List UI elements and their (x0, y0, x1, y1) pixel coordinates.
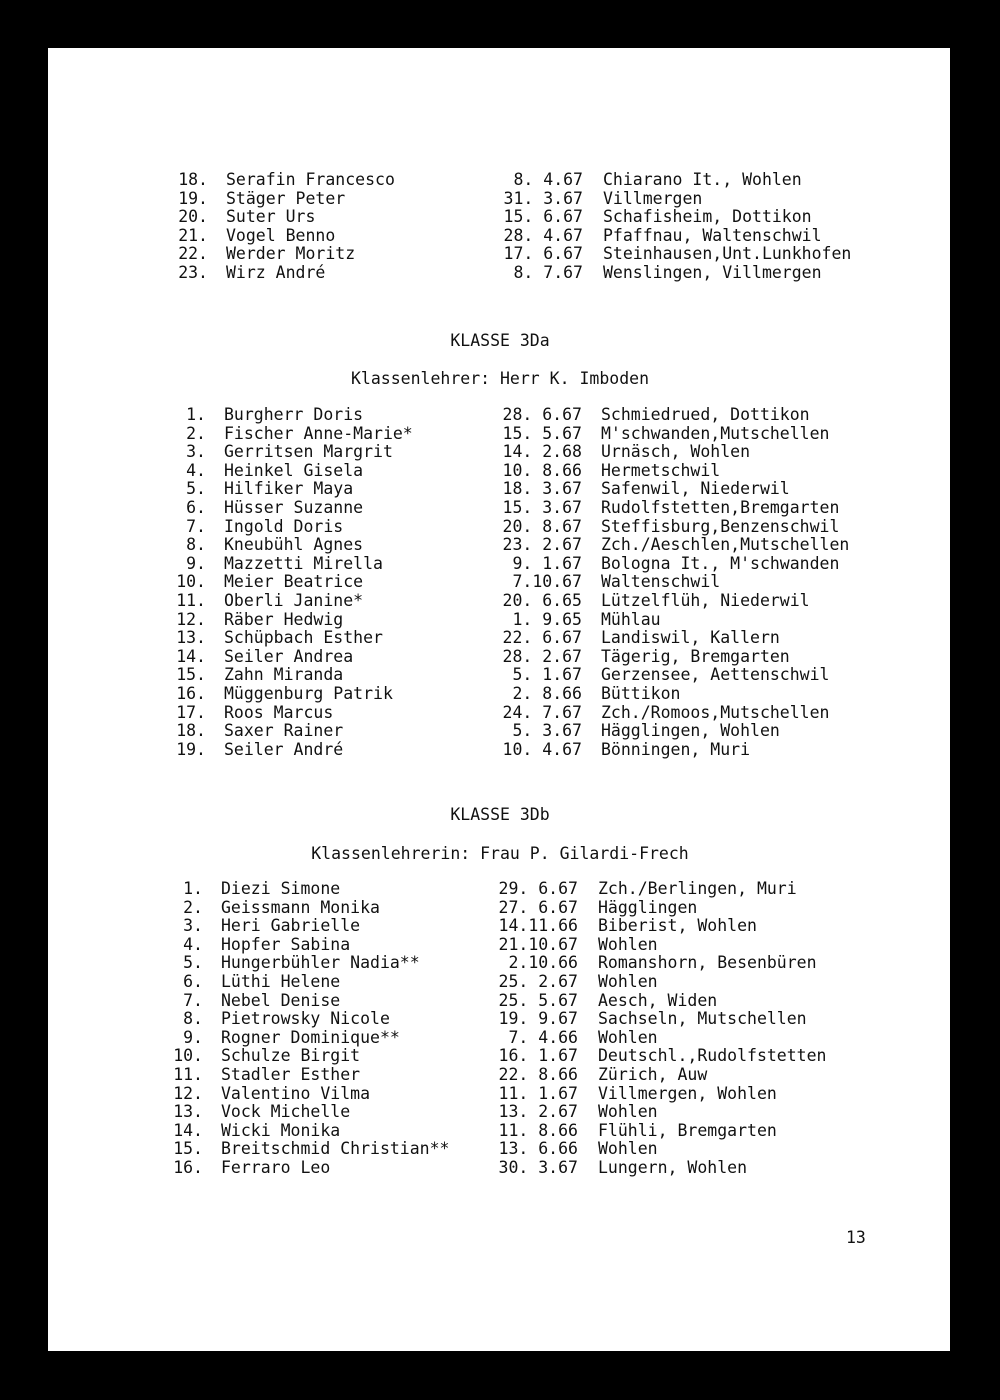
place-of-origin: Aesch, Widen (598, 990, 718, 1010)
student-name: Müggenburg Patrik (224, 683, 393, 703)
student-number: 8. (186, 535, 206, 555)
birth-date: 13. 6.66 (498, 1139, 578, 1159)
birth-date: 30. 3.67 (498, 1157, 578, 1177)
student-number: 22. (178, 244, 208, 264)
table-row (48, 1103, 950, 1122)
birth-date: 25. 5.67 (498, 990, 578, 1010)
student-number: 15. (173, 1139, 203, 1159)
birth-date: 28. 4.67 (503, 225, 583, 245)
student-number: 15. (176, 665, 206, 685)
place-of-origin: Bologna It., M'schwanden (601, 553, 840, 573)
student-name: Wicki Monika (221, 1120, 341, 1140)
student-name: Saxer Rainer (224, 721, 344, 741)
place-of-origin: Tägerig, Bremgarten (601, 646, 790, 666)
student-name: Hopfer Sabina (221, 934, 351, 954)
student-number: 2. (183, 897, 203, 917)
place-of-origin: Mühlau (601, 609, 661, 629)
place-of-origin: Sachseln, Mutschellen (598, 1009, 807, 1029)
place-of-origin: Wohlen (598, 971, 658, 991)
table-row (48, 1029, 950, 1048)
student-name: Diezi Simone (221, 879, 341, 898)
table-row (48, 462, 950, 481)
place-of-origin: Zch./Romoos,Mutschellen (601, 702, 830, 722)
place-of-origin: Urnäsch, Wohlen (601, 442, 751, 462)
student-number: 8. (183, 1009, 203, 1029)
table-row (48, 704, 950, 723)
birth-date: 20. 8.67 (502, 516, 582, 536)
table-row (48, 208, 950, 227)
birth-date: 10. 8.66 (502, 460, 582, 480)
student-name: Meier Beatrice (224, 572, 364, 592)
student-number: 11. (176, 590, 206, 610)
table-row (48, 1122, 950, 1141)
student-number: 19. (176, 739, 206, 759)
document-page (48, 48, 950, 1351)
student-number: 9. (183, 1027, 203, 1047)
student-number: 11. (173, 1064, 203, 1084)
place-of-origin: Biberist, Wohlen (598, 916, 757, 936)
student-name: Burgherr Doris (224, 405, 364, 424)
student-number: 16. (176, 683, 206, 703)
class-3db-title: KLASSE 3Db (450, 805, 550, 824)
student-name: Gerritsen Margrit (224, 442, 393, 462)
class-3da-teacher: Klassenlehrer: Herr K. Imboden (350, 369, 649, 388)
table-row (48, 171, 950, 190)
place-of-origin: Wenslingen, Villmergen (603, 262, 822, 282)
student-number: 10. (176, 572, 206, 592)
student-number: 7. (186, 516, 206, 536)
student-number: 7. (183, 990, 203, 1010)
place-of-origin: Zch./Berlingen, Muri (598, 879, 797, 898)
student-name: Lüthi Helene (221, 971, 341, 991)
student-name: Geissmann Monika (221, 897, 380, 917)
birth-date: 5. 1.67 (512, 665, 582, 685)
page-number: 13 (846, 1228, 866, 1247)
birth-date: 15. 3.67 (502, 497, 582, 517)
table-row (48, 245, 950, 264)
place-of-origin: Safenwil, Niederwil (601, 479, 790, 499)
student-name: Rogner Dominique** (221, 1027, 400, 1047)
table-row (48, 425, 950, 444)
birth-date: 14. 2.68 (502, 442, 582, 462)
birth-date: 11. 8.66 (498, 1120, 578, 1140)
student-name: Roos Marcus (224, 702, 334, 722)
student-name: Stäger Peter (226, 188, 346, 208)
birth-date: 29. 6.67 (498, 879, 578, 898)
place-of-origin: Wohlen (598, 1139, 658, 1159)
place-of-origin: Deutschl.,Rudolfstetten (598, 1046, 827, 1066)
place-of-origin: Zürich, Auw (598, 1064, 708, 1084)
birth-date: 24. 7.67 (502, 702, 582, 722)
student-number: 3. (186, 442, 206, 462)
student-name: Mazzetti Mirella (224, 553, 383, 573)
table-row (48, 1085, 950, 1104)
table-row (48, 992, 950, 1011)
table-row (48, 954, 950, 973)
student-number: 12. (176, 609, 206, 629)
student-number: 20. (178, 207, 208, 227)
birth-date: 31. 3.67 (503, 188, 583, 208)
student-name: Kneubühl Agnes (224, 535, 364, 555)
birth-date: 7. 4.66 (508, 1027, 578, 1047)
birth-date: 25. 2.67 (498, 971, 578, 991)
birth-date: 15. 5.67 (502, 423, 582, 443)
student-number: 14. (176, 646, 206, 666)
table-row (48, 480, 950, 499)
student-name: Serafin Francesco (226, 170, 395, 189)
student-number: 17. (176, 702, 206, 722)
table-row (48, 227, 950, 246)
table-row (48, 518, 950, 537)
birth-date: 17. 6.67 (503, 244, 583, 264)
birth-date: 28. 2.67 (502, 646, 582, 666)
table-row (48, 190, 950, 209)
table-row (48, 406, 950, 425)
student-list-3da (48, 406, 950, 759)
birth-date: 13. 2.67 (498, 1102, 578, 1122)
student-number: 14. (173, 1120, 203, 1140)
birth-date: 28. 6.67 (502, 405, 582, 424)
place-of-origin: Schmiedrued, Dottikon (601, 405, 810, 424)
student-name: Breitschmid Christian** (221, 1139, 450, 1159)
table-row (48, 1066, 950, 1085)
student-name: Fischer Anne-Marie* (224, 423, 413, 443)
birth-date: 23. 2.67 (502, 535, 582, 555)
student-number: 13. (176, 628, 206, 648)
student-name: Seiler André (224, 739, 344, 759)
table-row (48, 917, 950, 936)
place-of-origin: Zch./Aeschlen,Mutschellen (601, 535, 850, 555)
table-row (48, 592, 950, 611)
table-row (48, 741, 950, 760)
birth-date: 8. 4.67 (513, 170, 583, 189)
student-name: Räber Hedwig (224, 609, 344, 629)
student-number: 1. (186, 405, 206, 424)
place-of-origin: Hägglingen (598, 897, 698, 917)
birth-date: 2.10.66 (508, 953, 578, 973)
table-row (48, 499, 950, 518)
birth-date: 22. 6.67 (502, 628, 582, 648)
birth-date: 15. 6.67 (503, 207, 583, 227)
table-row (48, 666, 950, 685)
birth-date: 14.11.66 (498, 916, 578, 936)
student-number: 6. (183, 971, 203, 991)
student-name: Hilfiker Maya (224, 479, 354, 499)
student-number: 23. (178, 262, 208, 282)
class-3da-title: KLASSE 3Da (450, 331, 550, 350)
birth-date: 11. 1.67 (498, 1083, 578, 1103)
student-name: Oberli Janine* (224, 590, 364, 610)
table-row (48, 1159, 950, 1178)
place-of-origin: Waltenschwil (601, 572, 721, 592)
place-of-origin: Schafisheim, Dottikon (603, 207, 812, 227)
place-of-origin: Romanshorn, Besenbüren (598, 953, 817, 973)
birth-date: 2. 8.66 (512, 683, 582, 703)
student-number: 4. (186, 460, 206, 480)
birth-date: 19. 9.67 (498, 1009, 578, 1029)
place-of-origin: M'schwanden,Mutschellen (601, 423, 830, 443)
student-number: 16. (173, 1157, 203, 1177)
student-name: Seiler Andrea (224, 646, 354, 666)
table-row (48, 629, 950, 648)
student-number: 10. (173, 1046, 203, 1066)
student-number: 21. (178, 225, 208, 245)
student-name: Ingold Doris (224, 516, 344, 536)
table-row (48, 573, 950, 592)
table-row (48, 936, 950, 955)
place-of-origin: Villmergen (603, 188, 703, 208)
student-number: 13. (173, 1102, 203, 1122)
student-number: 4. (183, 934, 203, 954)
place-of-origin: Bönningen, Muri (601, 739, 751, 759)
table-row (48, 648, 950, 667)
class-3db-teacher: Klassenlehrerin: Frau P. Gilardi-Frech (311, 844, 689, 863)
table-row (48, 973, 950, 992)
place-of-origin: Steinhausen,Unt.Lunkhofen (603, 244, 852, 264)
birth-date: 9. 1.67 (512, 553, 582, 573)
place-of-origin: Villmergen, Wohlen (598, 1083, 777, 1103)
student-name: Heri Gabrielle (221, 916, 361, 936)
student-number: 1. (183, 879, 203, 898)
student-name: Werder Moritz (226, 244, 356, 264)
table-row (48, 1140, 950, 1159)
student-name: Wirz André (226, 262, 326, 282)
student-list-3db (48, 880, 950, 1178)
birth-date: 22. 8.66 (498, 1064, 578, 1084)
place-of-origin: Hermetschwil (601, 460, 721, 480)
place-of-origin: Rudolfstetten,Bremgarten (601, 497, 840, 517)
place-of-origin: Wohlen (598, 934, 658, 954)
student-number: 6. (186, 497, 206, 517)
student-list-previous-class (48, 171, 950, 283)
student-name: Pietrowsky Nicole (221, 1009, 390, 1029)
birth-date: 8. 7.67 (513, 262, 583, 282)
birth-date: 20. 6.65 (502, 590, 582, 610)
student-number: 2. (186, 423, 206, 443)
table-row (48, 1010, 950, 1029)
student-number: 19. (178, 188, 208, 208)
student-name: Ferraro Leo (221, 1157, 331, 1177)
birth-date: 10. 4.67 (502, 739, 582, 759)
student-number: 5. (183, 953, 203, 973)
place-of-origin: Hägglingen, Wohlen (601, 721, 780, 741)
place-of-origin: Flühli, Bremgarten (598, 1120, 777, 1140)
student-name: Vogel Benno (226, 225, 336, 245)
student-name: Heinkel Gisela (224, 460, 364, 480)
place-of-origin: Lungern, Wohlen (598, 1157, 748, 1177)
student-number: 5. (186, 479, 206, 499)
place-of-origin: Landiswil, Kallern (601, 628, 780, 648)
birth-date: 18. 3.67 (502, 479, 582, 499)
table-row (48, 899, 950, 918)
table-row (48, 1047, 950, 1066)
table-row (48, 443, 950, 462)
place-of-origin: Wohlen (598, 1102, 658, 1122)
birth-date: 16. 1.67 (498, 1046, 578, 1066)
student-name: Suter Urs (226, 207, 316, 227)
student-name: Valentino Vilma (221, 1083, 371, 1103)
table-row (48, 611, 950, 630)
student-name: Hüsser Suzanne (224, 497, 364, 517)
student-number: 18. (178, 170, 208, 189)
place-of-origin: Gerzensee, Aettenschwil (601, 665, 830, 685)
student-name: Vock Michelle (221, 1102, 351, 1122)
student-name: Stadler Esther (221, 1064, 361, 1084)
birth-date: 1. 9.65 (512, 609, 582, 629)
student-name: Schüpbach Esther (224, 628, 383, 648)
student-name: Schulze Birgit (221, 1046, 361, 1066)
birth-date: 7.10.67 (512, 572, 582, 592)
birth-date: 27. 6.67 (498, 897, 578, 917)
birth-date: 21.10.67 (498, 934, 578, 954)
place-of-origin: Steffisburg,Benzenschwil (601, 516, 840, 536)
student-number: 12. (173, 1083, 203, 1103)
student-name: Nebel Denise (221, 990, 341, 1010)
table-row (48, 264, 950, 283)
place-of-origin: Pfaffnau, Waltenschwil (603, 225, 822, 245)
place-of-origin: Wohlen (598, 1027, 658, 1047)
table-row (48, 722, 950, 741)
student-name: Zahn Miranda (224, 665, 344, 685)
table-row (48, 555, 950, 574)
student-number: 3. (183, 916, 203, 936)
student-name: Hungerbühler Nadia** (221, 953, 420, 973)
table-row (48, 536, 950, 555)
student-number: 9. (186, 553, 206, 573)
table-row (48, 685, 950, 704)
place-of-origin: Lützelflüh, Niederwil (601, 590, 810, 610)
student-number: 18. (176, 721, 206, 741)
place-of-origin: Büttikon (601, 683, 681, 703)
birth-date: 5. 3.67 (512, 721, 582, 741)
place-of-origin: Chiarano It., Wohlen (603, 170, 802, 189)
table-row (48, 880, 950, 899)
